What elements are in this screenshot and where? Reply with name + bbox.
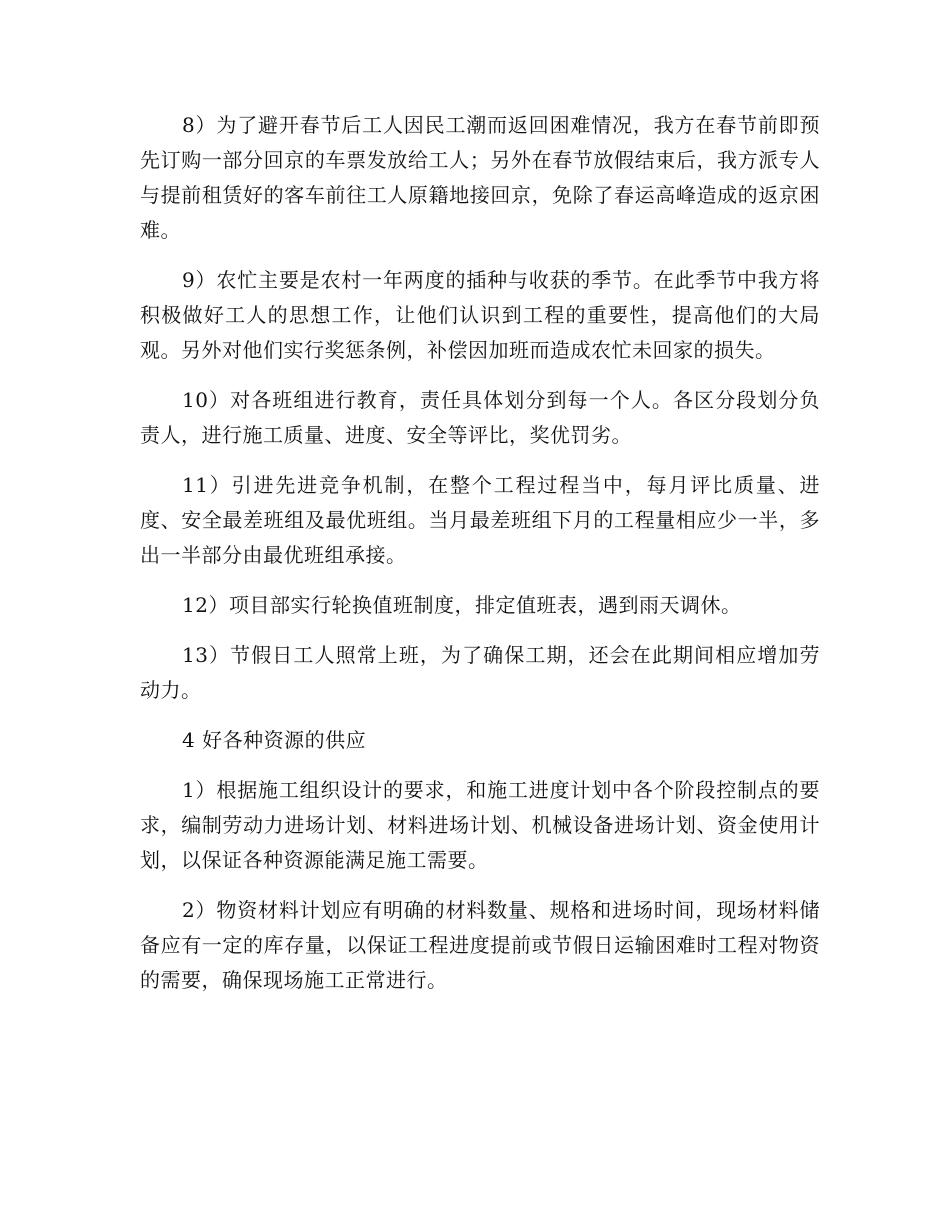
paragraph-2-material-plan: 2）物资材料计划应有明确的材料数量、规格和进场时间，现场材料储备应有一定的库存量，以保证工程进度提前或节假日运输困难时工程对物资的需要，确保现场施工正常进行。 — [140, 898, 820, 992]
paragraph-9-busy-farming-season: 9）农忙主要是农村一年两度的插种与收获的季节。在此季节中我方将积极做好工人的思想工作，让他们认识到工程的重要性，提高他们的大局观。另外对他们实行奖惩条例，补偿因加班而造成农忙未回家的损失。 — [140, 268, 820, 362]
paragraph-13-holiday-work: 13）节假日工人照常上班，为了确保工期，还会在此期间相应增加劳动力。 — [140, 643, 820, 702]
section-heading-resource-supply: 4 好各种资源的供应 — [182, 728, 367, 752]
paragraph-11-competition-mechanism: 11）引进先进竞争机制，在整个工程过程当中，每月评比质量、进度、安全最差班组及最优班组。当月最差班组下月的工程量相应少一半，多出一半部分由最优班组承接。 — [140, 473, 820, 567]
document-body — [140, 108, 820, 1013]
paragraph-1-resource-plans: 1）根据施工组织设计的要求，和施工进度计划中各个阶段控制点的要求，编制劳动力进场计划、材料进场计划、机械设备进场计划、资金使用计划，以保证各种资源能满足施工需要。 — [140, 778, 820, 872]
paragraph-8-spring-festival: 8）为了避开春节后工人因民工潮而返回困难情况，我方在春节前即预先订购一部分回京的车票发放给工人；另外在春节放假结束后，我方派专人与提前租赁好的客车前往工人原籍地接回京，免除了春运高峰造成的返京困难。 — [140, 113, 820, 242]
paragraph-12-duty-rotation: 12）项目部实行轮换值班制度，排定值班表，遇到雨天调休。 — [182, 593, 742, 617]
paragraph-10-team-education: 10）对各班组进行教育，责任具体划分到每一个人。各区分段划分负责人，进行施工质量、进度、安全等评比，奖优罚劣。 — [140, 388, 820, 447]
